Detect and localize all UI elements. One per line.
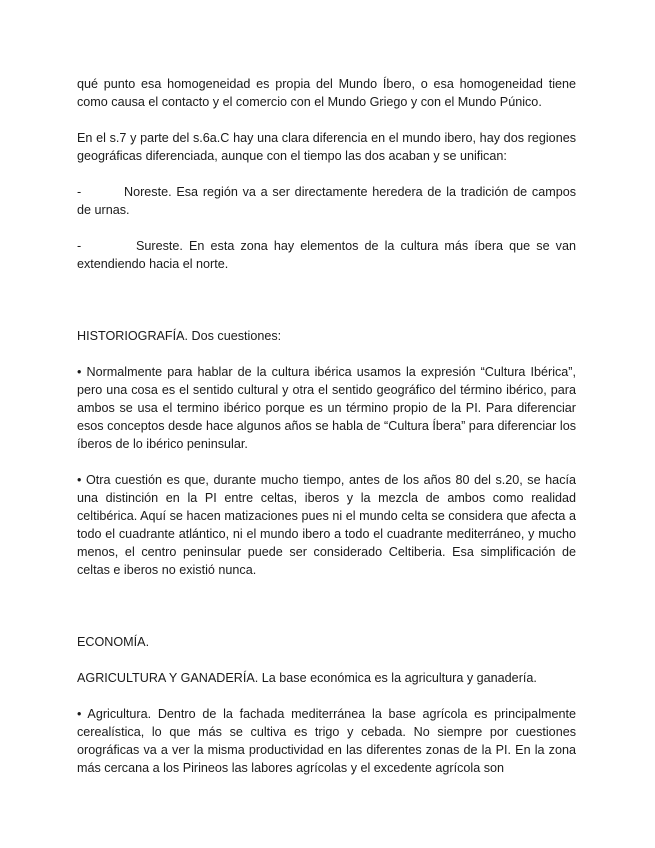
document-page bbox=[77, 75, 576, 777]
paragraph-regions: En el s.7 y parte del s.6a.C hay una clara diferencia en el mundo ibero, hay dos regiones geográficas diferenciada, aunque con el tiempo las dos acaban y se unifican: bbox=[77, 131, 576, 163]
list-dash: - bbox=[77, 239, 82, 253]
bullet-paragraph-celtas-iberos: • Otra cuestión es que, durante mucho tiempo, antes de los años 80 del s.20, se hacía una distinción en la PI entre celtas, iberos y la mezcla de ambos como realidad celtibérica. Aquí se hacen matizaciones pues ni el mundo celta se considera que afecta a todo el cuadrante atlántico, ni el mundo ibero a todo el cuadrante mediterráneo, y mucho menos, el centro peninsular puede ser considerado Celtiberia. Esa simplificación de celtas e iberos no existió nunca. bbox=[77, 473, 576, 577]
subheading-agricultura-ganaderia: AGRICULTURA Y GANADERÍA. La base económica es la agricultura y ganadería. bbox=[77, 671, 537, 685]
list-item-noreste bbox=[77, 183, 576, 219]
paragraph-homogeneity: qué punto esa homogeneidad es propia del Mundo Íbero, o esa homogeneidad tiene como causa el contacto y el comercio con el Mundo Griego y con el Mundo Púnico. bbox=[77, 77, 576, 109]
section-heading-historiografia: HISTORIOGRAFÍA. Dos cuestiones: bbox=[77, 329, 282, 343]
list-item-sureste bbox=[77, 237, 576, 273]
list-item-text: Noreste. Esa región va a ser directamente heredera de la tradición de campos de urnas. bbox=[77, 185, 576, 217]
bullet-paragraph-agricultura: • Agricultura. Dentro de la fachada mediterránea la base agrícola es principalmente cerealística, lo que más se cultiva es trigo y cebada. No siempre por cuestiones orográficas va a ver la misma productividad en las diferentes zonas de la PI. En la zona más cercana a los Pirineos las labores agrícolas y el excedente agrícola son bbox=[77, 707, 576, 775]
list-item-text: Sureste. En esta zona hay elementos de la cultura más íbera que se van extendiendo hacia el norte. bbox=[77, 239, 576, 271]
section-heading-economia: ECONOMÍA. bbox=[77, 635, 150, 649]
list-dash: - bbox=[77, 185, 82, 199]
bullet-paragraph-cultura-iberica: • Normalmente para hablar de la cultura ibérica usamos la expresión “Cultura Ibérica”, pero una cosa es el sentido cultural y otra el sentido geográfico del término ibérico, para ambos se usa el termino ibérico porque es un término propio de la PI. Para diferenciar esos conceptos desde hace algunos años se habla de “Cultura Íbera” para diferenciar los íberos de lo ibérico peninsular. bbox=[77, 365, 576, 451]
